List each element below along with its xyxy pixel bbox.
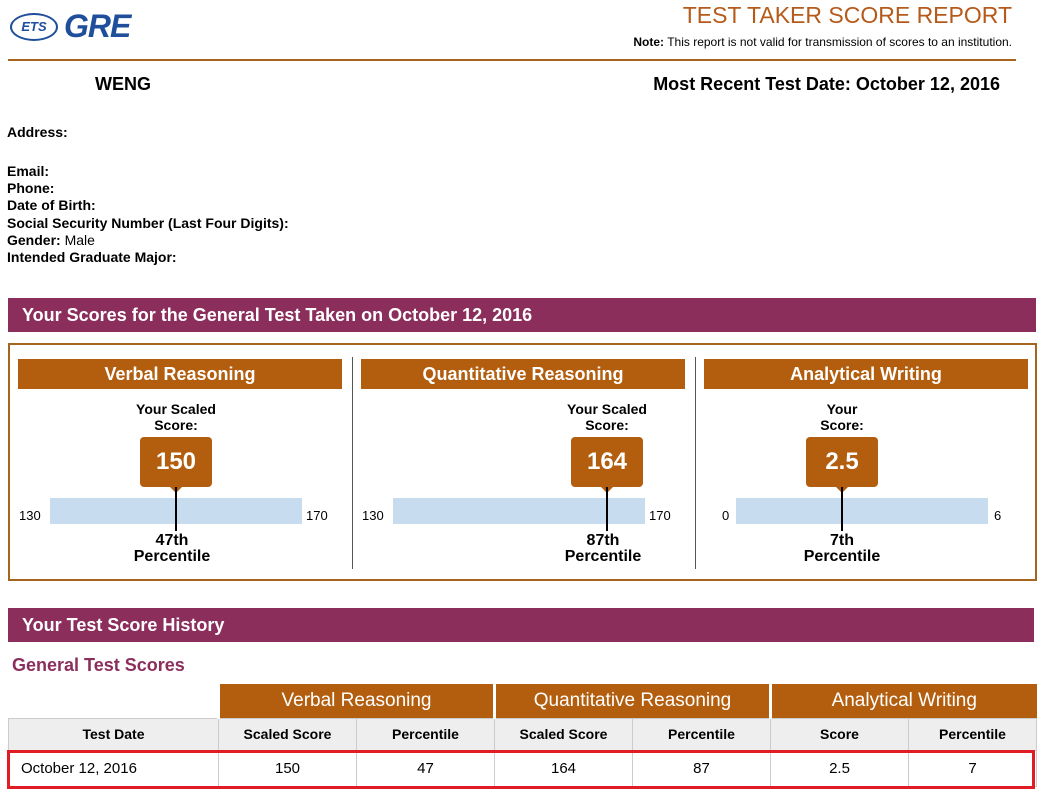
gender-value: Male <box>64 232 95 248</box>
panel-title: Quantitative Reasoning <box>361 359 685 389</box>
column-header-quant-score: Scaled Score <box>495 718 633 750</box>
scores-panel-box <box>8 343 1037 581</box>
phone-label: Phone: <box>7 180 55 196</box>
group-header-row <box>9 684 1037 718</box>
percentile-rank: 7th <box>830 532 854 549</box>
quant-score-cell: 164 <box>495 750 633 786</box>
note-label: Note: <box>633 35 665 49</box>
group-header-writing: Analytical Writing <box>771 684 1037 718</box>
email-label: Email: <box>7 163 50 179</box>
range-min: 0 <box>722 508 730 523</box>
gender-label: Gender: <box>7 232 61 248</box>
scaled-label-line2: Score: <box>154 417 198 433</box>
info-email <box>7 163 49 179</box>
column-header-verbal-score: Scaled Score <box>219 718 357 750</box>
score-needle <box>175 487 177 531</box>
info-major <box>7 249 177 265</box>
range-max: 170 <box>649 508 671 523</box>
column-header-writing-percentile: Percentile <box>909 718 1037 750</box>
percentile-label <box>780 533 904 565</box>
score-needle <box>606 487 608 531</box>
header-divider <box>8 59 1016 61</box>
scaled-label-line1: Your <box>826 401 858 417</box>
column-header-row <box>9 718 1037 750</box>
history-band: Your Test Score History <box>8 608 1034 642</box>
scaled-score-label <box>784 401 900 433</box>
percentile-rank: 87th <box>586 532 620 549</box>
recent-test-date <box>653 74 1000 95</box>
table-row <box>9 750 1037 786</box>
scaled-score-label <box>549 401 665 433</box>
info-ssn <box>7 215 289 231</box>
verbal-percentile-cell: 47 <box>357 750 495 786</box>
info-address <box>7 124 68 140</box>
percentile-word: Percentile <box>133 548 211 565</box>
quant-percentile-cell: 87 <box>633 750 771 786</box>
dob-label: Date of Birth: <box>7 197 96 213</box>
note-text: This report is not valid for transmission of scores to an institution. <box>667 35 1012 49</box>
info-phone <box>7 180 54 196</box>
group-header-quant: Quantitative Reasoning <box>495 684 771 718</box>
column-header-quant-percentile: Percentile <box>633 718 771 750</box>
percentile-word: Percentile <box>803 548 881 565</box>
score-value: 150 <box>140 437 212 487</box>
info-dob <box>7 197 96 213</box>
percentile-word: Percentile <box>564 548 642 565</box>
percentile-rank: 47th <box>155 532 189 549</box>
writing-percentile-cell: 7 <box>909 750 1037 786</box>
group-header-verbal: Verbal Reasoning <box>219 684 495 718</box>
info-gender <box>7 232 95 248</box>
range-max: 170 <box>306 508 328 523</box>
ssn-label: Social Security Number (Last Four Digits): <box>7 215 289 231</box>
ets-gre-logo <box>10 8 130 45</box>
score-needle <box>841 487 843 531</box>
panel-title: Analytical Writing <box>704 359 1028 389</box>
percentile-label <box>541 533 665 565</box>
percentile-label <box>110 533 234 565</box>
scaled-score-label <box>118 401 234 433</box>
score-value: 2.5 <box>806 437 878 487</box>
taker-name: WENG <box>95 74 151 94</box>
panel-title: Verbal Reasoning <box>18 359 342 389</box>
column-header-writing-score: Score <box>771 718 909 750</box>
general-test-scores-heading: General Test Scores <box>12 655 185 675</box>
writing-score-panel <box>696 345 1037 579</box>
column-header-verbal-percentile: Percentile <box>357 718 495 750</box>
ets-logo: ETS <box>10 13 58 41</box>
recent-date-value: October 12, 2016 <box>855 74 1000 94</box>
major-label: Intended Graduate Major: <box>7 249 177 265</box>
report-title: TEST TAKER SCORE REPORT <box>682 2 1012 28</box>
column-header-test-date: Test Date <box>9 718 219 750</box>
gre-logo: GRE <box>64 8 131 44</box>
verbal-score-cell: 150 <box>219 750 357 786</box>
score-value: 164 <box>571 437 643 487</box>
verbal-score-panel <box>10 345 352 579</box>
score-range-bar <box>736 498 988 524</box>
scaled-label-line1: Your Scaled <box>136 401 216 417</box>
range-max: 6 <box>994 508 1002 523</box>
range-min: 130 <box>19 508 41 523</box>
scaled-label-line2: Score: <box>820 417 864 433</box>
scores-band: Your Scores for the General Test Taken on October 12, 2016 <box>8 298 1036 332</box>
writing-score-cell: 2.5 <box>771 750 909 786</box>
range-min: 130 <box>362 508 384 523</box>
scaled-label-line1: Your Scaled <box>567 401 647 417</box>
address-label: Address: <box>7 124 68 140</box>
test-date-cell: October 12, 2016 <box>9 750 219 786</box>
report-note <box>633 35 1012 49</box>
empty-header-cell <box>9 684 219 718</box>
recent-date-label: Most Recent Test Date: <box>653 74 851 94</box>
score-history-table <box>8 684 1037 787</box>
scaled-label-line2: Score: <box>585 417 629 433</box>
quant-score-panel <box>353 345 695 579</box>
